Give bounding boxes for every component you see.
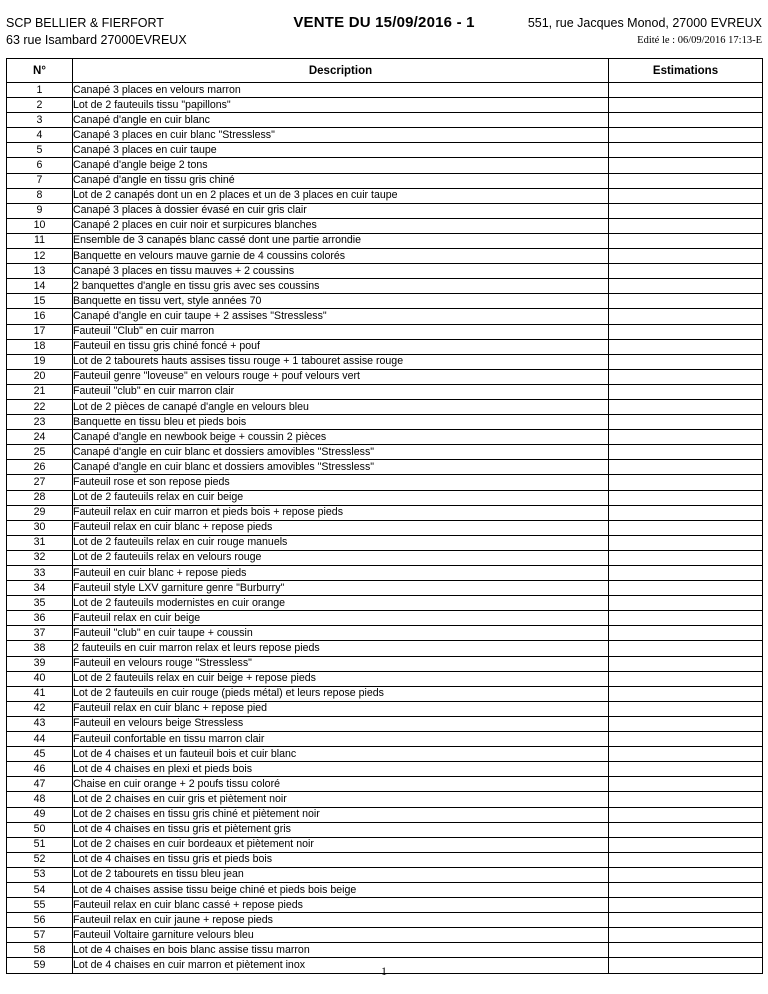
lot-description: Canapé d'angle en cuir blanc et dossiers amovibles "Stressless": [73, 445, 609, 460]
table-row: [7, 415, 763, 430]
lot-description: Canapé 3 places en tissu mauves + 2 coussins: [73, 264, 609, 279]
lot-description: Fauteuil relax en cuir blanc cassé + repose pieds: [73, 898, 609, 913]
lot-number: 40: [7, 671, 73, 686]
lot-description: Canapé d'angle en tissu gris chiné: [73, 173, 609, 188]
lot-description: Fauteuil genre "loveuse" en velours rouge + pouf velours vert: [73, 369, 609, 384]
lot-number: 1: [7, 83, 73, 98]
lot-estimation: [609, 143, 763, 158]
table-header-row: [7, 59, 763, 83]
lot-estimation: [609, 384, 763, 399]
lot-number: 23: [7, 415, 73, 430]
table-row: [7, 671, 763, 686]
lot-estimation: [609, 369, 763, 384]
table-row: [7, 792, 763, 807]
lot-estimation: [609, 611, 763, 626]
lot-description: Banquette en tissu vert, style années 70: [73, 294, 609, 309]
lot-description: Canapé 2 places en cuir noir et surpicures blanches: [73, 218, 609, 233]
lot-estimation: [609, 475, 763, 490]
lot-number: 46: [7, 762, 73, 777]
lot-number: 5: [7, 143, 73, 158]
table-row: [7, 852, 763, 867]
lot-estimation: [609, 415, 763, 430]
lot-description: Lot de 4 chaises en cuir marron et piètement inox: [73, 958, 609, 973]
lot-estimation: [609, 867, 763, 882]
lot-number: 9: [7, 203, 73, 218]
lot-number: 8: [7, 188, 73, 203]
lot-number: 16: [7, 309, 73, 324]
table-row: [7, 943, 763, 958]
table-row: [7, 913, 763, 928]
lot-estimation: [609, 898, 763, 913]
lot-description: Fauteuil confortable en tissu marron clair: [73, 732, 609, 747]
lot-description: Canapé d'angle en cuir blanc: [73, 113, 609, 128]
edited-date: Edité le : 06/09/2016 17:13-E: [637, 35, 762, 46]
lot-number: 37: [7, 626, 73, 641]
lot-description: Fauteuil en cuir blanc + repose pieds: [73, 566, 609, 581]
lot-estimation: [609, 505, 763, 520]
table-row: [7, 354, 763, 369]
lot-number: 2: [7, 98, 73, 113]
lot-number: 10: [7, 218, 73, 233]
lot-number: 30: [7, 520, 73, 535]
lot-number: 47: [7, 777, 73, 792]
lot-number: 13: [7, 264, 73, 279]
lot-number: 41: [7, 686, 73, 701]
lot-estimation: [609, 430, 763, 445]
lot-number: 45: [7, 747, 73, 762]
lot-description: Fauteuil en tissu gris chiné foncé + pouf: [73, 339, 609, 354]
lot-number: 11: [7, 233, 73, 248]
lot-number: 17: [7, 324, 73, 339]
lot-number: 14: [7, 279, 73, 294]
lot-description: Lot de 2 canapés dont un en 2 places et un de 3 places en cuir taupe: [73, 188, 609, 203]
table-row: [7, 581, 763, 596]
sale-address: 551, rue Jacques Monod, 27000 EVREUX: [527, 16, 762, 30]
lot-description: Canapé d'angle en cuir blanc et dossiers amovibles "Stressless": [73, 460, 609, 475]
lot-number: 57: [7, 928, 73, 943]
table-row: [7, 128, 763, 143]
column-header-estimations: Estimations: [609, 59, 763, 83]
lot-estimation: [609, 445, 763, 460]
table-row: [7, 369, 763, 384]
lot-estimation: [609, 324, 763, 339]
table-row: [7, 641, 763, 656]
lot-number: 12: [7, 249, 73, 264]
lot-estimation: [609, 188, 763, 203]
lot-estimation: [609, 581, 763, 596]
lot-number: 35: [7, 596, 73, 611]
lot-description: 2 banquettes d'angle en tissu gris avec ses coussins: [73, 279, 609, 294]
table-row: [7, 218, 763, 233]
lot-estimation: [609, 83, 763, 98]
lot-description: Lot de 2 fauteuils tissu "papillons": [73, 98, 609, 113]
lot-estimation: [609, 294, 763, 309]
table-row: [7, 822, 763, 837]
lot-estimation: [609, 339, 763, 354]
lot-number: 44: [7, 732, 73, 747]
table-row: [7, 626, 763, 641]
lot-description: Canapé d'angle en newbook beige + coussin 2 pièces: [73, 430, 609, 445]
table-row: [7, 762, 763, 777]
table-row: [7, 596, 763, 611]
lot-description: Lot de 4 chaises en tissu gris et piètement gris: [73, 822, 609, 837]
table-row: [7, 837, 763, 852]
table-row: [7, 188, 763, 203]
lot-number: 52: [7, 852, 73, 867]
lot-number: 15: [7, 294, 73, 309]
lot-estimation: [609, 656, 763, 671]
table-row: [7, 656, 763, 671]
lot-estimation: [609, 264, 763, 279]
lot-estimation: [609, 943, 763, 958]
lot-estimation: [609, 882, 763, 897]
lot-estimation: [609, 113, 763, 128]
table-row: [7, 490, 763, 505]
lot-description: Fauteuil relax en cuir blanc + repose pied: [73, 701, 609, 716]
lot-description: Lot de 4 chaises assise tissu beige chiné et pieds bois beige: [73, 882, 609, 897]
lot-description: Canapé d'angle beige 2 tons: [73, 158, 609, 173]
lot-number: 34: [7, 581, 73, 596]
lot-estimation: [609, 173, 763, 188]
lot-description: Lot de 2 chaises en cuir gris et piètement noir: [73, 792, 609, 807]
table-row: [7, 882, 763, 897]
lot-number: 3: [7, 113, 73, 128]
table-row: [7, 158, 763, 173]
table-row: [7, 716, 763, 731]
lot-number: 48: [7, 792, 73, 807]
lot-number: 39: [7, 656, 73, 671]
lot-description: 2 fauteuils en cuir marron relax et leurs repose pieds: [73, 641, 609, 656]
lot-description: Lot de 4 chaises en bois blanc assise tissu marron: [73, 943, 609, 958]
lot-estimation: [609, 203, 763, 218]
lot-description: Lot de 2 chaises en cuir bordeaux et piètement noir: [73, 837, 609, 852]
lot-number: 22: [7, 399, 73, 414]
lot-number: 6: [7, 158, 73, 173]
lot-description: Lot de 2 fauteuils relax en cuir rouge manuels: [73, 535, 609, 550]
lot-estimation: [609, 777, 763, 792]
lot-estimation: [609, 550, 763, 565]
lot-estimation: [609, 626, 763, 641]
company-address: 63 rue Isambard 27000EVREUX: [6, 33, 187, 47]
lot-estimation: [609, 354, 763, 369]
lot-number: 50: [7, 822, 73, 837]
table-row: [7, 339, 763, 354]
lot-number: 53: [7, 867, 73, 882]
lot-description: Lot de 2 fauteuils modernistes en cuir orange: [73, 596, 609, 611]
lot-number: 26: [7, 460, 73, 475]
lot-number: 54: [7, 882, 73, 897]
lot-number: 36: [7, 611, 73, 626]
table-row: [7, 686, 763, 701]
lot-description: Lot de 2 tabourets hauts assises tissu rouge + 1 tabouret assise rouge: [73, 354, 609, 369]
lot-estimation: [609, 490, 763, 505]
lot-number: 43: [7, 716, 73, 731]
lot-description: Lot de 2 tabourets en tissu bleu jean: [73, 867, 609, 882]
table-row: [7, 249, 763, 264]
lot-number: 18: [7, 339, 73, 354]
lot-description: Lot de 4 chaises en tissu gris et pieds bois: [73, 852, 609, 867]
table-row: [7, 505, 763, 520]
lot-description: Chaise en cuir orange + 2 poufs tissu coloré: [73, 777, 609, 792]
lot-description: Canapé 3 places en cuir blanc "Stressless": [73, 128, 609, 143]
lot-description: Banquette en velours mauve garnie de 4 coussins colorés: [73, 249, 609, 264]
lot-estimation: [609, 128, 763, 143]
lot-number: 19: [7, 354, 73, 369]
lot-description: Lot de 2 pièces de canapé d'angle en velours bleu: [73, 399, 609, 414]
column-header-number: N°: [7, 59, 73, 83]
lot-estimation: [609, 732, 763, 747]
lot-estimation: [609, 596, 763, 611]
lot-estimation: [609, 98, 763, 113]
lot-estimation: [609, 792, 763, 807]
lot-estimation: [609, 852, 763, 867]
lot-estimation: [609, 535, 763, 550]
lot-number: 27: [7, 475, 73, 490]
table-row: [7, 520, 763, 535]
lot-description: Fauteuil Voltaire garniture velours bleu: [73, 928, 609, 943]
lot-description: Lot de 4 chaises et un fauteuil bois et cuir blanc: [73, 747, 609, 762]
lot-description: Ensemble de 3 canapés blanc cassé dont une partie arrondie: [73, 233, 609, 248]
lot-number: 33: [7, 566, 73, 581]
lot-description: Fauteuil rose et son repose pieds: [73, 475, 609, 490]
lot-description: Fauteuil "Club" en cuir marron: [73, 324, 609, 339]
lot-description: Fauteuil "club" en cuir taupe + coussin: [73, 626, 609, 641]
lot-estimation: [609, 807, 763, 822]
lot-estimation: [609, 671, 763, 686]
table-row: [7, 701, 763, 716]
table-row: [7, 98, 763, 113]
table-row: [7, 807, 763, 822]
lot-number: 59: [7, 958, 73, 973]
lot-number: 29: [7, 505, 73, 520]
lot-number: 55: [7, 898, 73, 913]
table-row: [7, 294, 763, 309]
lot-description: Fauteuil "club" en cuir marron clair: [73, 384, 609, 399]
lot-number: 56: [7, 913, 73, 928]
lot-description: Fauteuil relax en cuir beige: [73, 611, 609, 626]
lot-number: 24: [7, 430, 73, 445]
table-row: [7, 143, 763, 158]
lot-number: 21: [7, 384, 73, 399]
lot-description: Lot de 2 chaises en tissu gris chiné et piètement noir: [73, 807, 609, 822]
lot-estimation: [609, 520, 763, 535]
lot-description: Lot de 4 chaises en plexi et pieds bois: [73, 762, 609, 777]
lot-estimation: [609, 233, 763, 248]
table-row: [7, 264, 763, 279]
page-number: 1: [381, 964, 387, 978]
lot-description: Lot de 2 fauteuils en cuir rouge (pieds métal) et leurs repose pieds: [73, 686, 609, 701]
lot-number: 31: [7, 535, 73, 550]
table-row: [7, 550, 763, 565]
lot-estimation: [609, 566, 763, 581]
lot-description: Canapé d'angle en cuir taupe + 2 assises "Stressless": [73, 309, 609, 324]
table-row: [7, 898, 763, 913]
lot-number: 7: [7, 173, 73, 188]
table-row: [7, 324, 763, 339]
lot-estimation: [609, 686, 763, 701]
lot-estimation: [609, 716, 763, 731]
lots-table-body: [7, 83, 763, 974]
lot-estimation: [609, 641, 763, 656]
sale-info-block: [528, 15, 762, 49]
lots-table: [6, 58, 763, 974]
table-row: [7, 566, 763, 581]
lot-number: 28: [7, 490, 73, 505]
lot-number: 58: [7, 943, 73, 958]
lot-description: Fauteuil en velours rouge "Stressless": [73, 656, 609, 671]
table-row: [7, 777, 763, 792]
table-row: [7, 83, 763, 98]
sale-title: VENTE DU 15/09/2016 - 1: [293, 14, 475, 31]
company-name: SCP BELLIER & FIERFORT: [6, 16, 164, 30]
table-row: [7, 928, 763, 943]
lot-description: Fauteuil en velours beige Stressless: [73, 716, 609, 731]
lot-description: Canapé 3 places en velours marron: [73, 83, 609, 98]
table-row: [7, 535, 763, 550]
table-row: [7, 113, 763, 128]
table-row: [7, 460, 763, 475]
lot-description: Lot de 2 fauteuils relax en velours rouge: [73, 550, 609, 565]
lot-description: Canapé 3 places en cuir taupe: [73, 143, 609, 158]
lot-number: 32: [7, 550, 73, 565]
lot-estimation: [609, 158, 763, 173]
lot-estimation: [609, 837, 763, 852]
lot-number: 42: [7, 701, 73, 716]
lot-description: Banquette en tissu bleu et pieds bois: [73, 415, 609, 430]
table-row: [7, 430, 763, 445]
lot-number: 38: [7, 641, 73, 656]
lot-number: 51: [7, 837, 73, 852]
lot-description: Fauteuil relax en cuir jaune + repose pieds: [73, 913, 609, 928]
table-row: [7, 475, 763, 490]
lot-description: Canapé 3 places à dossier évasé en cuir gris clair: [73, 203, 609, 218]
table-row: [7, 611, 763, 626]
lot-estimation: [609, 279, 763, 294]
lot-estimation: [609, 249, 763, 264]
lot-description: Fauteuil relax en cuir blanc + repose pieds: [73, 520, 609, 535]
lot-estimation: [609, 309, 763, 324]
lot-estimation: [609, 218, 763, 233]
table-row: [7, 309, 763, 324]
lot-description: Lot de 2 fauteuils relax en cuir beige + repose pieds: [73, 671, 609, 686]
table-row: [7, 399, 763, 414]
lot-number: 20: [7, 369, 73, 384]
table-row: [7, 233, 763, 248]
lot-estimation: [609, 913, 763, 928]
table-row: [7, 203, 763, 218]
table-row: [7, 173, 763, 188]
lot-description: Fauteuil relax en cuir marron et pieds bois + repose pieds: [73, 505, 609, 520]
table-row: [7, 747, 763, 762]
lot-number: 25: [7, 445, 73, 460]
lot-estimation: [609, 460, 763, 475]
table-row: [7, 384, 763, 399]
lot-number: 4: [7, 128, 73, 143]
lot-estimation: [609, 399, 763, 414]
table-row: [7, 445, 763, 460]
table-row: [7, 867, 763, 882]
lot-description: Fauteuil style LXV garniture genre "Burburry": [73, 581, 609, 596]
lot-estimation: [609, 822, 763, 837]
table-row: [7, 279, 763, 294]
column-header-description: Description: [73, 59, 609, 83]
lot-estimation: [609, 928, 763, 943]
lot-estimation: [609, 701, 763, 716]
table-row: [7, 732, 763, 747]
lot-estimation: [609, 762, 763, 777]
lot-description: Lot de 2 fauteuils relax en cuir beige: [73, 490, 609, 505]
lot-number: 49: [7, 807, 73, 822]
lot-estimation: [609, 747, 763, 762]
